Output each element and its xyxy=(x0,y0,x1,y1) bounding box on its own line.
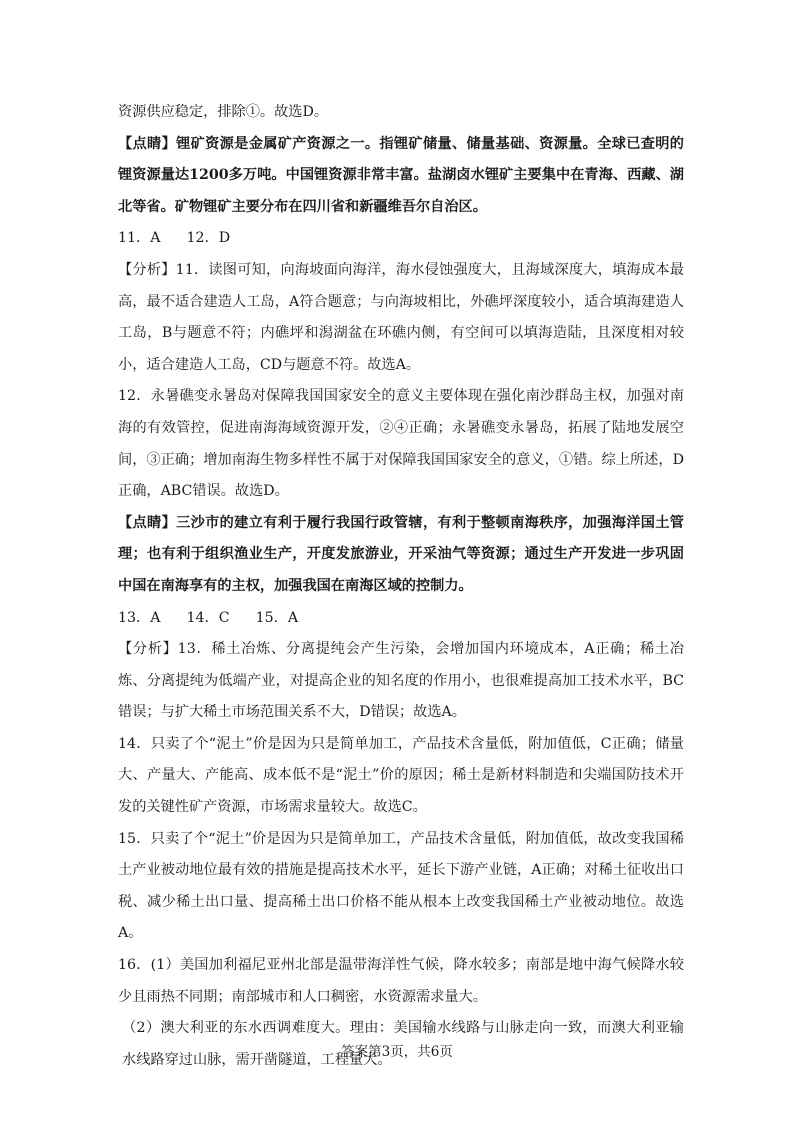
answer-14: 14．C xyxy=(186,609,230,626)
answer-11: 11．A xyxy=(118,230,161,247)
paragraph-analysis-11: 【分析】11．读图可知，向海坡面向海洋，海水侵蚀强度大，且海域深度大，填海成本最高，最不适合建造人工岛，A符合题意；与向海坡相比，外礁坪深度较小，适合填海建造人工岛，B与题意不符；内礁坪和潟湖盆在环礁内侧，有空间可以填海造陆，且深度相对较小，适合建造人工岛，CD与题意不符。故选A。 xyxy=(118,261,684,373)
answers-11-12 xyxy=(118,223,684,255)
page-footer: 答案第3页，共6页 xyxy=(341,1044,453,1060)
answer-15: 15．A xyxy=(255,609,299,626)
paragraph-continuation: 资源供应稳定，排除①。故选D。 xyxy=(118,104,329,120)
paragraph-analysis-13: 【分析】13．稀土冶炼、分离提纯会产生污染，会增加国内环境成本，A正确；稀土冶炼、分离提纯为低端产业，对提高企业的知名度的作用小，也很难提高加工技术水平，BC错误；与扩大稀土市场范围关系不大，D错误；故选A。 xyxy=(118,641,684,721)
paragraph-note-lithium: 【点睛】锂矿资源是金属矿产资源之一。指锂矿储量、储量基础、资源量。全球已查明的锂资源量达1200多万吨。中国锂资源非常丰富。盐湖卤水锂矿主要集中在青海、西藏、湖北等省。矿物锂矿主要分布在四川省和新疆维吾尔自治区。 xyxy=(118,135,684,215)
paragraph-analysis-15: 15．只卖了个“泥土”价是因为只是简单加工，产品技术含量低，附加值低，故改变我国稀土产业被动地位最有效的措施是提高技术水平，延长下游产业链，A正确；对稀土征收出口税、减少稀土出口量、提高稀土出口价格不能从根本上改变我国稀土产业被动地位。故选A。 xyxy=(118,830,684,942)
paragraph-analysis-12: 12．永暑礁变永暑岛对保障我国国家安全的意义主要体现在强化南沙群岛主权，加强对南海的有效管控，促进南海海域资源开发，②④正确；永暑礁变永暑岛，拓展了陆地发展空间，③正确；增加南海生物多样性不属于对保障我国国家安全的意义，①错。综上所述，D正确，ABC错误。故选D。 xyxy=(118,388,684,500)
answer-page-content xyxy=(118,97,684,1076)
paragraph-question-16-1: 16．(1）美国加利福尼亚州北部是温带海洋性气候，降水较多；南部是地中海气候降水较少且雨热不同期；南部城市和人口稠密，水资源需求量大。 xyxy=(118,957,684,1005)
answer-12: 12．D xyxy=(186,230,231,247)
answers-13-15 xyxy=(118,603,684,635)
paragraph-analysis-14: 14．只卖了个“泥土”价是因为只是简单加工，产品技术含量低，附加值低，C正确；储量大、产量大、产能高、成本低不是“泥土”价的原因；稀土是新材料制造和尖端国防技术开发的关键性矿产资源，市场需求量较大。故选C。 xyxy=(118,735,684,816)
answer-13: 13．A xyxy=(118,609,161,626)
paragraph-question-16-2: （2）澳大利亚的东水西调难度大。理由：美国输水线路与山脉走向一致，而澳大利亚输水线路穿过山脉，需开凿隧道，工程量大。 xyxy=(122,1020,684,1068)
paragraph-note-sansha: 【点睛】三沙市的建立有利于履行我国行政管辖，有利于整顿南海秩序，加强海洋国土管理；也有利于组织渔业生产，开度发旅游业，开采油气等资源；通过生产开发进一步巩固中国在南海享有的主权，加强我国在南海区域的控制力。 xyxy=(118,514,684,594)
